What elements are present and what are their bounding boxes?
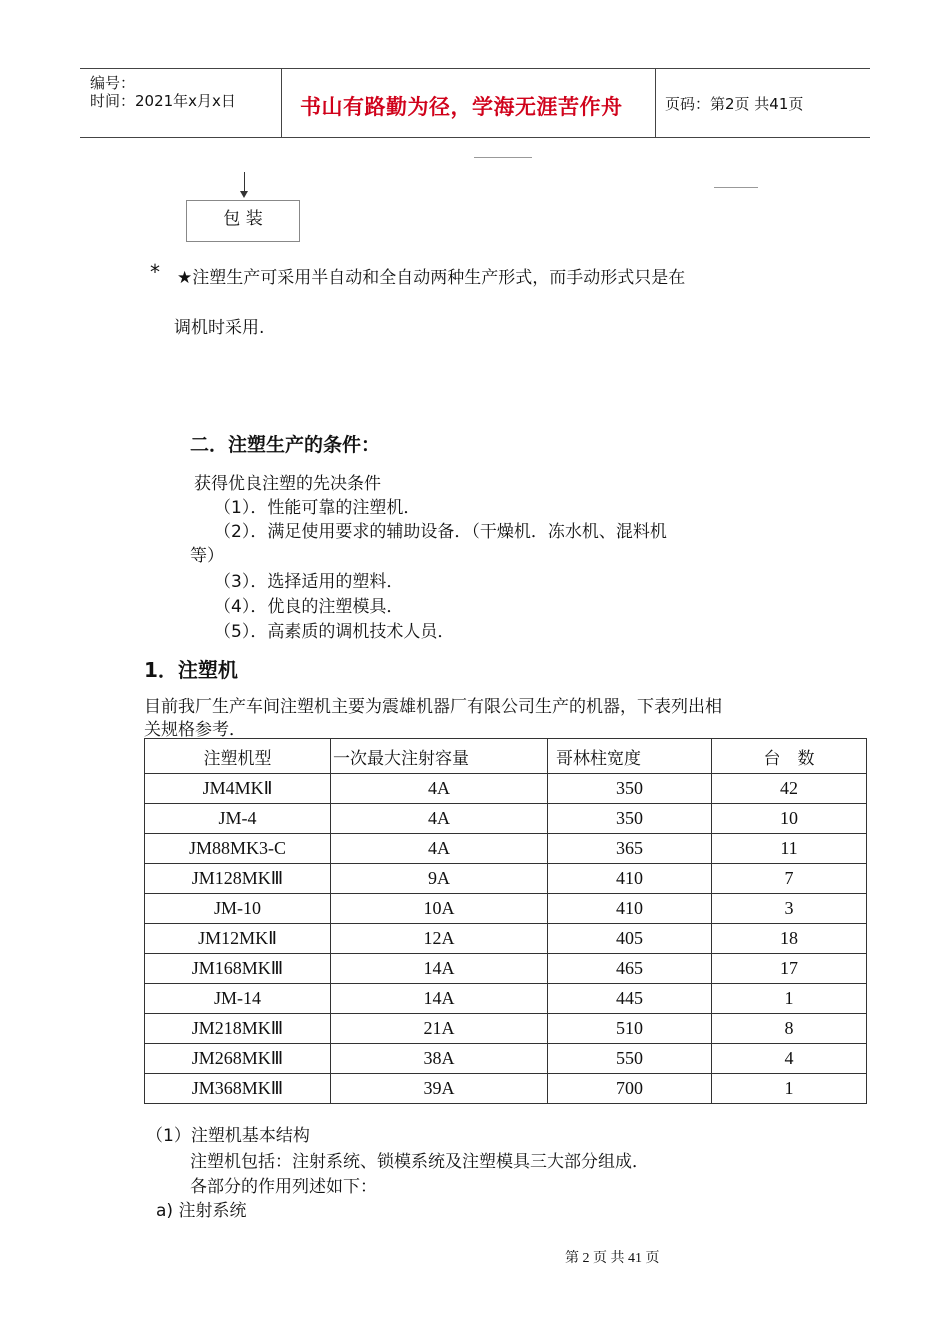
table-row (145, 834, 867, 864)
section-title: 二．注塑生产的条件： (190, 434, 381, 456)
structure-line-1: 注塑机包括：注射系统、锁模系统及注塑模具三大部分组成． (190, 1152, 649, 1172)
table-row (145, 1074, 867, 1104)
table-cell: 4A (331, 774, 548, 804)
table-cell: 10 (712, 804, 867, 834)
subsection-desc-line-1: 目前我厂生产车间注塑机主要为震雄机器厂有限公司生产的机器，下表列出相 (144, 697, 722, 717)
time-label: 时间：2021年x月x日 (90, 92, 236, 110)
table-row (145, 864, 867, 894)
table-cell: 365 (548, 834, 712, 864)
table-cell: JM-10 (145, 894, 331, 924)
table-row (145, 924, 867, 954)
table-cell: 21A (331, 1014, 548, 1044)
table-cell: 3 (712, 894, 867, 924)
arrow-down-icon (240, 191, 248, 198)
condition-item-cont: 等） (190, 546, 224, 566)
condition-item: （5）．高素质的调机技术人员． (214, 622, 455, 642)
table-row (145, 774, 867, 804)
structure-heading: （1）注塑机基本结构 (146, 1126, 310, 1146)
table-cell: 465 (548, 954, 712, 984)
table-row (145, 1044, 867, 1074)
table-row (145, 984, 867, 1014)
header-right-cell (655, 69, 870, 137)
divider-line (474, 157, 532, 158)
table-cell: JM128MKⅢ (145, 864, 331, 894)
table-cell: 11 (712, 834, 867, 864)
table-cell: 18 (712, 924, 867, 954)
table-header-row (145, 739, 867, 774)
table-cell: 7 (712, 864, 867, 894)
condition-item: （2）．满足使用要求的辅助设备．（干燥机．冻水机、混料机 (214, 522, 667, 542)
condition-item: （1）．性能可靠的注塑机． (214, 498, 421, 518)
table-cell: 9A (331, 864, 548, 894)
flow-box-packaging: 包 装 (186, 200, 300, 242)
table-cell: 550 (548, 1044, 712, 1074)
machine-spec-table (144, 738, 867, 1104)
header-left-cell (80, 69, 280, 137)
page-info: 页码：第2页 共41页 (665, 95, 804, 113)
divider-line (714, 187, 758, 188)
table-cell: 405 (548, 924, 712, 954)
table-cell: 42 (712, 774, 867, 804)
table-cell: 410 (548, 864, 712, 894)
column-header: 一次最大注射容量 (331, 739, 548, 774)
table-cell: 1 (712, 1074, 867, 1104)
column-header: 台 数 (712, 739, 867, 774)
page-footer: 第 2 页 共 41 页 (565, 1251, 660, 1266)
table-cell: JM168MKⅢ (145, 954, 331, 984)
note-line-2: 调机时采用. (174, 318, 265, 338)
table-cell: 38A (331, 1044, 548, 1074)
table-cell: 350 (548, 774, 712, 804)
motto-text: 书山有路勤为径，学海无涯苦作舟 (300, 95, 623, 119)
table-row (145, 1014, 867, 1044)
table-cell: 17 (712, 954, 867, 984)
condition-item: （3）．选择适用的塑料． (214, 572, 404, 592)
table-cell: JM4MKⅡ (145, 774, 331, 804)
table-cell: JM218MKⅢ (145, 1014, 331, 1044)
table-cell: 14A (331, 954, 548, 984)
condition-item: （4）．优良的注塑模具． (214, 597, 404, 617)
table-cell: 700 (548, 1074, 712, 1104)
table-cell: 12A (331, 924, 548, 954)
table-cell: 14A (331, 984, 548, 1014)
table-cell: 4A (331, 804, 548, 834)
header-center-cell (281, 69, 656, 137)
table-cell: JM88MK3-C (145, 834, 331, 864)
table-row (145, 894, 867, 924)
table-cell: 410 (548, 894, 712, 924)
table-cell: JM268MKⅢ (145, 1044, 331, 1074)
table-cell: 4 (712, 1044, 867, 1074)
structure-line-2: 各部分的作用列述如下： (190, 1177, 377, 1197)
table-cell: 4A (331, 834, 548, 864)
number-label: 编号： (90, 74, 136, 92)
table-cell: 10A (331, 894, 548, 924)
column-header: 哥林柱宽度 (548, 739, 712, 774)
note-line-1: ★注塑生产可采用半自动和全自动两种生产形式，而手动形式只是在 (177, 268, 686, 288)
table-cell: 8 (712, 1014, 867, 1044)
table-cell: JM12MKⅡ (145, 924, 331, 954)
structure-item-a: a) 注射系统 (156, 1201, 247, 1221)
page-header (80, 68, 870, 138)
table-cell: 39A (331, 1074, 548, 1104)
table-cell: 1 (712, 984, 867, 1014)
subsection-title: 1．注塑机 (144, 658, 238, 682)
column-header: 注塑机型 (145, 739, 331, 774)
table-cell: JM-4 (145, 804, 331, 834)
table-row (145, 804, 867, 834)
table-cell: 445 (548, 984, 712, 1014)
section-intro: 获得优良注塑的先决条件 (194, 474, 381, 494)
table-cell: JM-14 (145, 984, 331, 1014)
note-asterisk: * (150, 260, 160, 284)
table-cell: JM368MKⅢ (145, 1074, 331, 1104)
table-cell: 350 (548, 804, 712, 834)
table-cell: 510 (548, 1014, 712, 1044)
table-row (145, 954, 867, 984)
subsection-desc-line-2: 关规格参考． (144, 720, 246, 740)
